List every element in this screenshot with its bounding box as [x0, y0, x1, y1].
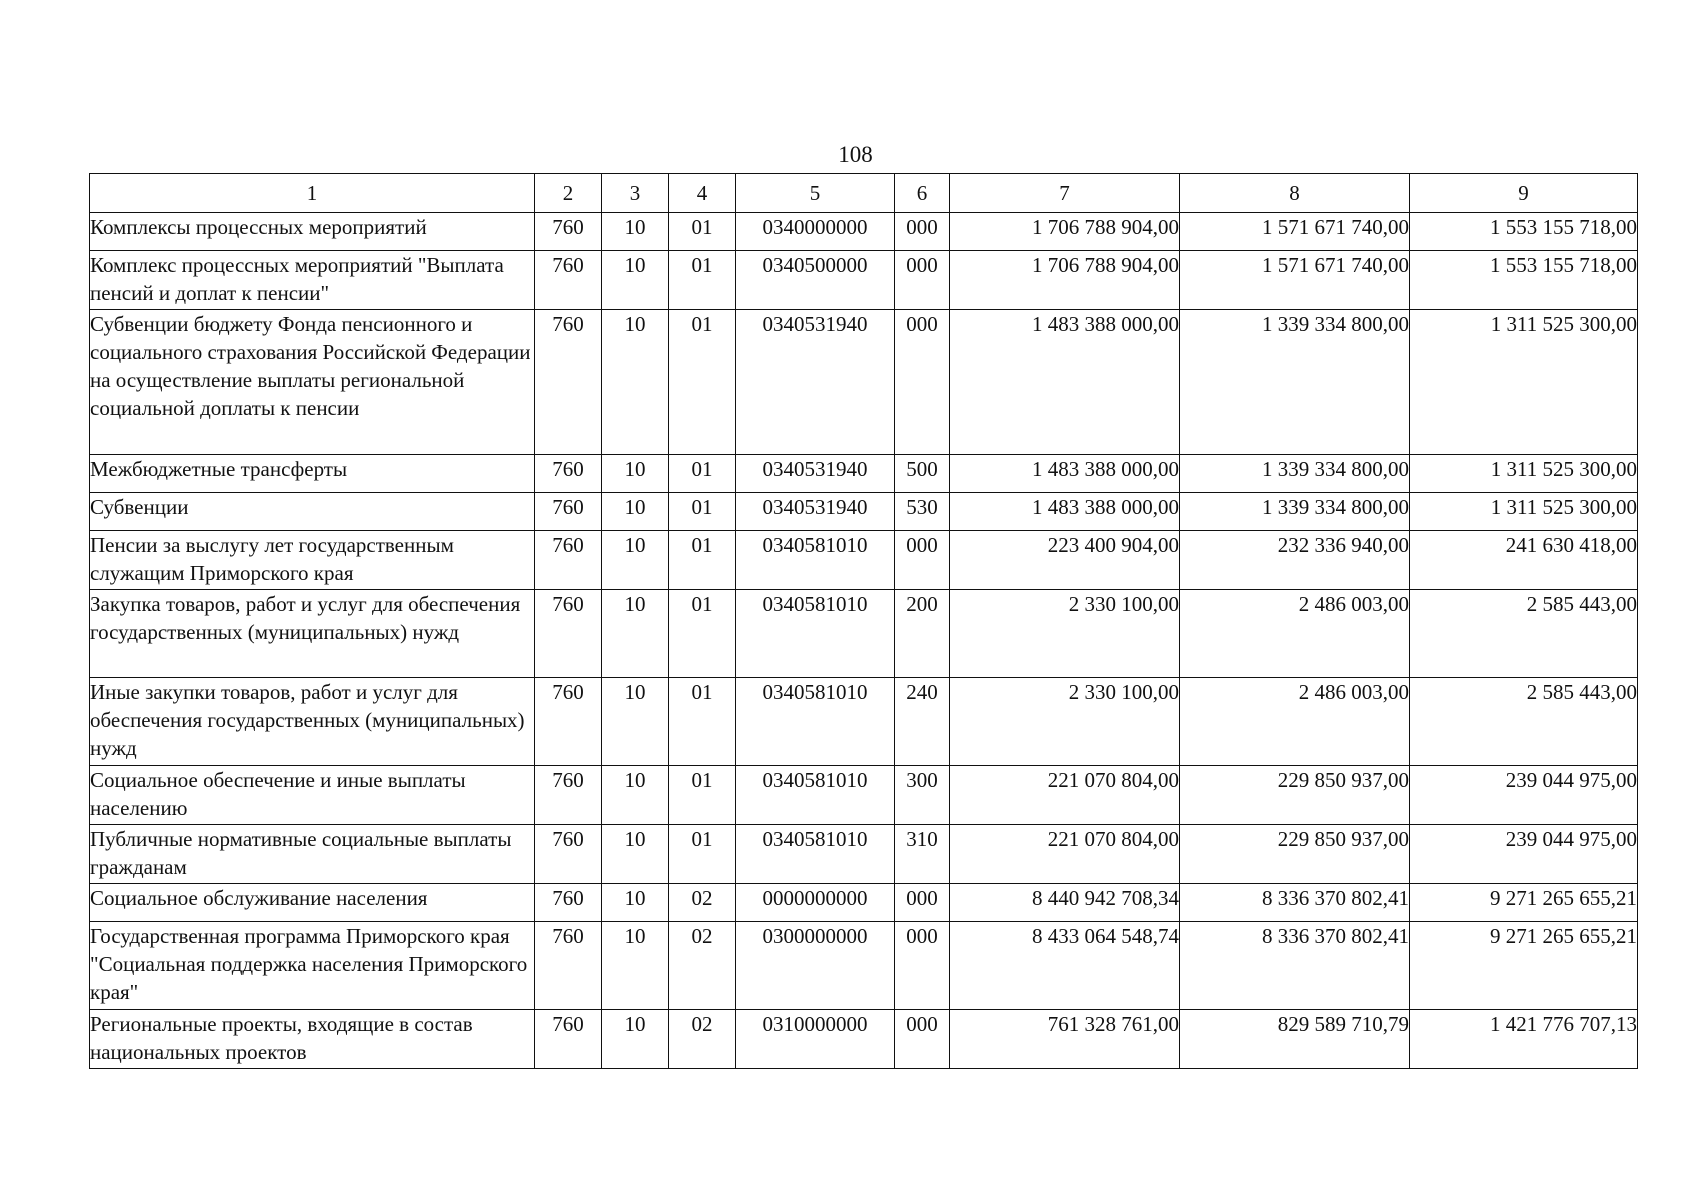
code-col-4: 01 — [669, 455, 736, 493]
code-col-2: 760 — [535, 922, 602, 1010]
code-col-2: 760 — [535, 213, 602, 251]
budget-table — [89, 173, 1638, 1069]
code-col-3: 10 — [602, 825, 669, 884]
table-row — [90, 531, 1638, 590]
amount-col-8: 2 486 003,00 — [1180, 590, 1410, 678]
column-header: 7 — [950, 174, 1180, 213]
page-number: 108 — [838, 142, 873, 167]
code-col-5: 0340500000 — [736, 251, 895, 310]
row-name: Региональные проекты, входящие в состав национальных проектов — [90, 1010, 535, 1069]
row-name: Комплексы процессных мероприятий — [90, 213, 535, 251]
amount-col-8: 232 336 940,00 — [1180, 531, 1410, 590]
column-header: 2 — [535, 174, 602, 213]
table-row — [90, 825, 1638, 884]
table-row — [90, 251, 1638, 310]
amount-col-7: 8 440 942 708,34 — [950, 884, 1180, 922]
column-header: 8 — [1180, 174, 1410, 213]
code-col-6: 000 — [895, 213, 950, 251]
amount-col-9: 239 044 975,00 — [1410, 825, 1638, 884]
code-col-6: 300 — [895, 766, 950, 825]
code-col-3: 10 — [602, 678, 669, 766]
code-col-3: 10 — [602, 310, 669, 455]
table-row — [90, 590, 1638, 678]
amount-col-7: 761 328 761,00 — [950, 1010, 1180, 1069]
code-col-4: 01 — [669, 251, 736, 310]
code-col-2: 760 — [535, 766, 602, 825]
code-col-5: 0340531940 — [736, 310, 895, 455]
code-col-4: 01 — [669, 493, 736, 531]
code-col-6: 000 — [895, 251, 950, 310]
code-col-3: 10 — [602, 493, 669, 531]
column-header: 3 — [602, 174, 669, 213]
code-col-4: 01 — [669, 825, 736, 884]
amount-col-8: 8 336 370 802,41 — [1180, 922, 1410, 1010]
code-col-3: 10 — [602, 455, 669, 493]
code-col-6: 000 — [895, 310, 950, 455]
code-col-5: 0340531940 — [736, 455, 895, 493]
code-col-4: 01 — [669, 213, 736, 251]
code-col-3: 10 — [602, 531, 669, 590]
row-name: Закупка товаров, работ и услуг для обеспечения государственных (муниципальных) нужд — [90, 590, 535, 678]
column-header: 4 — [669, 174, 736, 213]
code-col-6: 000 — [895, 922, 950, 1010]
code-col-4: 01 — [669, 678, 736, 766]
amount-col-9: 239 044 975,00 — [1410, 766, 1638, 825]
amount-col-8: 829 589 710,79 — [1180, 1010, 1410, 1069]
code-col-5: 0340000000 — [736, 213, 895, 251]
code-col-5: 0300000000 — [736, 922, 895, 1010]
code-col-2: 760 — [535, 825, 602, 884]
amount-col-8: 1 339 334 800,00 — [1180, 455, 1410, 493]
code-col-5: 0340581010 — [736, 678, 895, 766]
table-row — [90, 1010, 1638, 1069]
code-col-2: 760 — [535, 884, 602, 922]
code-col-5: 0340531940 — [736, 493, 895, 531]
amount-col-7: 8 433 064 548,74 — [950, 922, 1180, 1010]
column-header: 1 — [90, 174, 535, 213]
column-header: 9 — [1410, 174, 1638, 213]
row-name: Межбюджетные трансферты — [90, 455, 535, 493]
code-col-5: 0340581010 — [736, 825, 895, 884]
code-col-2: 760 — [535, 493, 602, 531]
code-col-5: 0000000000 — [736, 884, 895, 922]
amount-col-9: 1 553 155 718,00 — [1410, 213, 1638, 251]
column-header: 6 — [895, 174, 950, 213]
code-col-3: 10 — [602, 884, 669, 922]
column-header: 5 — [736, 174, 895, 213]
table-row — [90, 678, 1638, 766]
amount-col-8: 1 339 334 800,00 — [1180, 493, 1410, 531]
code-col-3: 10 — [602, 251, 669, 310]
code-col-4: 02 — [669, 884, 736, 922]
amount-col-7: 1 483 388 000,00 — [950, 310, 1180, 455]
code-col-2: 760 — [535, 251, 602, 310]
header-row — [90, 174, 1638, 213]
amount-col-9: 9 271 265 655,21 — [1410, 884, 1638, 922]
code-col-3: 10 — [602, 590, 669, 678]
amount-col-9: 1 311 525 300,00 — [1410, 455, 1638, 493]
code-col-4: 01 — [669, 766, 736, 825]
code-col-3: 10 — [602, 766, 669, 825]
amount-col-9: 9 271 265 655,21 — [1410, 922, 1638, 1010]
row-name: Комплекс процессных мероприятий "Выплата пенсий и доплат к пенсии" — [90, 251, 535, 310]
code-col-6: 500 — [895, 455, 950, 493]
amount-col-7: 1 706 788 904,00 — [950, 213, 1180, 251]
amount-col-7: 2 330 100,00 — [950, 678, 1180, 766]
code-col-4: 01 — [669, 590, 736, 678]
amount-col-8: 1 571 671 740,00 — [1180, 213, 1410, 251]
row-name: Государственная программа Приморского края "Социальная поддержка населения Приморского края" — [90, 922, 535, 1010]
amount-col-8: 229 850 937,00 — [1180, 825, 1410, 884]
table-row — [90, 884, 1638, 922]
table-row — [90, 766, 1638, 825]
table-row — [90, 455, 1638, 493]
row-name: Социальное обеспечение и иные выплаты населению — [90, 766, 535, 825]
amount-col-9: 241 630 418,00 — [1410, 531, 1638, 590]
table-row — [90, 922, 1638, 1010]
code-col-4: 02 — [669, 922, 736, 1010]
amount-col-7: 221 070 804,00 — [950, 825, 1180, 884]
code-col-5: 0310000000 — [736, 1010, 895, 1069]
amount-col-8: 2 486 003,00 — [1180, 678, 1410, 766]
code-col-5: 0340581010 — [736, 766, 895, 825]
row-name: Пенсии за выслугу лет государственным служащим Приморского края — [90, 531, 535, 590]
amount-col-9: 2 585 443,00 — [1410, 590, 1638, 678]
code-col-6: 310 — [895, 825, 950, 884]
table-row — [90, 493, 1638, 531]
table-row — [90, 213, 1638, 251]
code-col-2: 760 — [535, 678, 602, 766]
code-col-4: 01 — [669, 531, 736, 590]
code-col-6: 000 — [895, 884, 950, 922]
amount-col-7: 2 330 100,00 — [950, 590, 1180, 678]
code-col-2: 760 — [535, 531, 602, 590]
code-col-4: 01 — [669, 310, 736, 455]
row-name: Субвенции бюджету Фонда пенсионного и социального страхования Российской Федерации на осуществление выплаты региональной социальной доплаты к пенсии — [90, 310, 535, 455]
code-col-3: 10 — [602, 1010, 669, 1069]
code-col-3: 10 — [602, 213, 669, 251]
amount-col-7: 221 070 804,00 — [950, 766, 1180, 825]
amount-col-9: 1 421 776 707,13 — [1410, 1010, 1638, 1069]
code-col-6: 000 — [895, 531, 950, 590]
amount-col-7: 1 483 388 000,00 — [950, 493, 1180, 531]
amount-col-9: 2 585 443,00 — [1410, 678, 1638, 766]
code-col-2: 760 — [535, 455, 602, 493]
code-col-2: 760 — [535, 310, 602, 455]
code-col-4: 02 — [669, 1010, 736, 1069]
row-name: Субвенции — [90, 493, 535, 531]
amount-col-8: 1 571 671 740,00 — [1180, 251, 1410, 310]
code-col-5: 0340581010 — [736, 590, 895, 678]
amount-col-8: 1 339 334 800,00 — [1180, 310, 1410, 455]
code-col-6: 240 — [895, 678, 950, 766]
amount-col-8: 229 850 937,00 — [1180, 766, 1410, 825]
row-name: Публичные нормативные социальные выплаты гражданам — [90, 825, 535, 884]
code-col-2: 760 — [535, 590, 602, 678]
row-name: Иные закупки товаров, работ и услуг для обеспечения государственных (муниципальных) нужд — [90, 678, 535, 766]
code-col-5: 0340581010 — [736, 531, 895, 590]
row-name: Социальное обслуживание населения — [90, 884, 535, 922]
amount-col-9: 1 311 525 300,00 — [1410, 493, 1638, 531]
amount-col-7: 1 483 388 000,00 — [950, 455, 1180, 493]
code-col-2: 760 — [535, 1010, 602, 1069]
amount-col-7: 1 706 788 904,00 — [950, 251, 1180, 310]
amount-col-7: 223 400 904,00 — [950, 531, 1180, 590]
code-col-6: 000 — [895, 1010, 950, 1069]
code-col-6: 200 — [895, 590, 950, 678]
amount-col-9: 1 553 155 718,00 — [1410, 251, 1638, 310]
amount-col-8: 8 336 370 802,41 — [1180, 884, 1410, 922]
amount-col-9: 1 311 525 300,00 — [1410, 310, 1638, 455]
table-row — [90, 310, 1638, 455]
code-col-3: 10 — [602, 922, 669, 1010]
code-col-6: 530 — [895, 493, 950, 531]
